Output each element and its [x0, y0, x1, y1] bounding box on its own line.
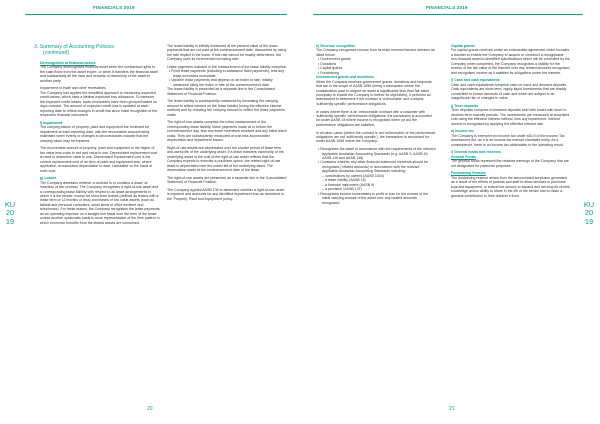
subsection-heading: j) Term deposits	[451, 103, 479, 108]
bullet-item: • Considers whether any other financial statement elements should be recognised ('related amounts') in accordance with the relevant applicable Australian Accounting Standards including:	[318, 160, 428, 174]
paragraph: Term deposits comprise investment deposits held with banks with short to medium term maturity periods. The investments are measured at amortised cost using the effective interest method, less any impairment. Interest income is recognised by applying the effective interest rate.	[451, 108, 570, 126]
underlined-heading: Fundraising Reserve	[451, 171, 487, 176]
paragraph: The Company applies AASB 136 to determine whether a right-of-use asset is impaired and accounts for any identified impairment loss as described in the 'Property, Plant and Equipment' policy.	[167, 187, 285, 201]
page-number-left: 20	[147, 406, 153, 412]
bullet-item: • Capital grants	[318, 66, 343, 71]
header-left: FINANCIALS 2019	[93, 5, 135, 10]
bullet-item: • Fundraising	[318, 70, 339, 75]
paragraph: The Company has applied the simplified approach to measuring expected credit losses, which uses a lifetime expected loss allowance. To measure the expected credit losses, trade receivables have been grouped based on days overdue. The amount of expected credit loss is updated at each reporting date to reflect changes in credit risk since initial recognition of the respective financial instrument.	[40, 90, 158, 118]
underlined-heading: General Funds	[451, 154, 476, 159]
paragraph: The Company derecognises financial asset when the contractual rights to the cash flows from the asset expire, or when it transfers the financial asset and substantially all the risks and rewards of ownership of the asset to another party.	[40, 65, 159, 83]
underlined-heading: Derecognition of financial assets	[40, 61, 96, 65]
column-1	[40, 61, 160, 228]
column-2	[167, 44, 287, 204]
intro-paragraph: Lease payments included in the measurement of the lease liability comprise:	[167, 65, 287, 69]
subheading: Capital grants	[451, 44, 475, 48]
bullet-item: • Variable lease payments that depend on an index or rate, initially measured using the index or rate at the commencement date.	[169, 78, 273, 87]
italic-heading: Impairment of trade and other receivables	[40, 86, 106, 91]
subsection-heading: l) General funds and reserves	[451, 150, 501, 155]
header-right: FINANCIALS 2019	[426, 5, 468, 10]
subsection-heading: f) Impairment	[40, 120, 63, 125]
paragraph: The lease liability is subsequently measured by increasing the carrying amount to reflect interest on the lease liability (using the effective interest method) and by reducing the carrying amount to reflect the lease payments made.	[167, 99, 285, 117]
bullet-item: • Government grants	[318, 57, 351, 62]
paragraph: Right-of-use assets are depreciated over the shorter period of lease term and useful life of the underlying asset. If a lease transfers ownership of the underlying asset or the cost of the right-of-use asset reflects that the Company expects to exercise a purchase option, the related right-of-use asset is depreciated over the useful life of the underlying asset. The depreciation starts at the commencement date of the lease.	[167, 145, 284, 173]
bullet-item: • Recognises income immediately in profit or loss for the excess of the initial carrying amount of the asset over any related amounts recognised.	[318, 191, 429, 205]
side-badge-left: KU 20 19	[4, 200, 16, 226]
page-number-right: 21	[449, 406, 455, 412]
paragraph: The fundraising reserve arises from the accumulated surpluses generated as a result of the efforts of parents and staff to allow services to purchase toys and equipment, to extend the service to expand and develop its central knowledge and/or ability to share in the life of the centre and to make a genuine contribution to their children's lives.	[451, 175, 570, 198]
sub-bullet-item: – a financial instrument (AASB 9)	[322, 182, 375, 187]
paragraph: The general funds represent the retained earnings of the Company that are not designated for particular purposes.	[451, 159, 569, 168]
header-rule-right	[313, 14, 583, 15]
sub-bullet-item: – contributions by owners (AASB 1004)	[322, 173, 384, 178]
subsection-heading: h) Revenue recognition	[316, 44, 356, 48]
paragraph: The lease liability is initially measured at the present value of the lease payments that are not paid at the commencement date, discounted by using the rate implicit in the lease. If this rate cannot be readily determined, the Company uses its incremental borrowing rate.	[167, 44, 287, 62]
sub-bullet-item: – a provision (AASB 137)	[322, 187, 362, 192]
subsection-heading: i) Cash and cash equivalents	[451, 78, 500, 83]
paragraph: The lease liability is presented as a separate line in the Consolidated Statement of Financial Position.	[167, 87, 275, 96]
sub-bullet-item: – a lease liability (AASB 16)	[322, 178, 366, 183]
subsection-heading: k) Income tax	[451, 129, 474, 134]
subheading: Government grants and donations	[316, 75, 374, 80]
bullet-item: • Donations	[318, 61, 337, 66]
paragraph: The Company assesses whether a contract is or contains a lease, at inception of the contract. The Company recognises a right-of-use asset and a corresponding lease liability with respect to all lease arrangements in which it is the lessee, except for short-term leases (defined as leases with a lease term of 12 months or less) and leases of low value assets (such as tablets and personal computers, small items of office furniture and telephones). For these leases, the Company recognises the lease payments as an operating expense on a straight-line basis over the term of the lease unless another systematic basis is more representative of the time pattern in which economic benefits from the leased assets are consumed.	[40, 180, 160, 225]
paragraph: The carrying values of property, plant and equipment are reviewed for impairment at each reporting date, with the recoverable amount being estimated when events or changes in circumstances indicate that the carrying value may be impaired.	[40, 125, 150, 143]
side-badge-right: KU 20 19	[583, 200, 595, 226]
header-rule-left	[25, 14, 287, 15]
paragraph: The right-of-use assets comprise the initial measurement of the corresponding lease liability, lease payments made at or before the commencement day, less any lease incentives received and any initial direct costs. They are subsequently measured at cost less accumulated depreciation and impairment losses.	[167, 120, 287, 143]
section-title-line2: (continued)	[43, 50, 69, 57]
paragraph: In cases where there is an 'enforceable' contract with a customer with 'sufficiently specific' performance obligations, the transaction is accounted for under AASB 15 where income is recognised when (or as) the performance obligations are satisfied.	[316, 109, 432, 127]
column-4	[451, 44, 571, 201]
paragraph: For capital grants received under an enforceable agreement which includes a transfer to enable the Company to acquire or construct a recognisable non-financial asset to identified specifications which will be controlled by the Company when completed, the Company recognises a liability for the excess of the fair value of the transfer over any related amounts recognised and recognises income as it satisfies its obligations under the transfer.	[451, 48, 570, 75]
paragraph: The Company is exempt from income tax under s50-5 of the Income Tax Assessment Act, as it is an income tax exempt charitable entity. As a consequence, there is no income tax attributable to the operating result.	[451, 133, 565, 147]
section-title	[34, 44, 114, 57]
section-title-line1: 3. Summary of Accounting Policies	[34, 44, 114, 50]
paragraph: In all other cases (where the contract is not 'enforceable' or the performance obligations are not 'sufficiently specific'), the transaction is accounted for under AASB 1058 where the Company:	[316, 130, 436, 144]
subsection-heading: g) Leases	[40, 176, 57, 181]
paragraph: The recoverable amount of property, plant and equipment is the higher of fair value less costs to sell and value in use. Depreciated replacement cost is used to determine value in use. Depreciated replacement cost is the current replacement cost of an item of plant and equipment less, where applicable, accumulated depreciation to date, calculated on the basis of such cost.	[40, 146, 158, 173]
column-3	[316, 44, 436, 205]
paragraph: Cash and cash equivalents comprise cash on hand and demand deposits. Cash equivalents are short-term, highly liquid investments that are readily convertible to known amounts of cash and which are subject to an insignificant risk of changes in value.	[451, 82, 568, 101]
bullet-item: • Fixed lease payments (including in-substance fixed payments), less any lease incentives receivable;	[169, 69, 284, 78]
bullet-item: • Recognises the asset in accordance with the requirements of the relevant applicable Australian Accounting Standards (e.g. AASB 9, AASB 16, AASB 116 and AASB 138)	[318, 147, 436, 160]
paragraph: The right-of-use assets are presented as a separate line in the Consolidated Statement of Financial Position.	[167, 175, 287, 185]
paragraph: When the Company receives government grants, donations and bequests that are in the scope of AASB 1058 (being a transaction where the consideration paid to acquire an asset is significantly less than fair value principally to enable the Company to further its objectives), it performs an assessment to determine if the contract is 'enforceable' and contains 'sufficiently specific' performance obligations.	[316, 79, 432, 106]
intro-paragraph: The Company recognises income from its main revenue/income streams as listed below:	[316, 48, 435, 57]
